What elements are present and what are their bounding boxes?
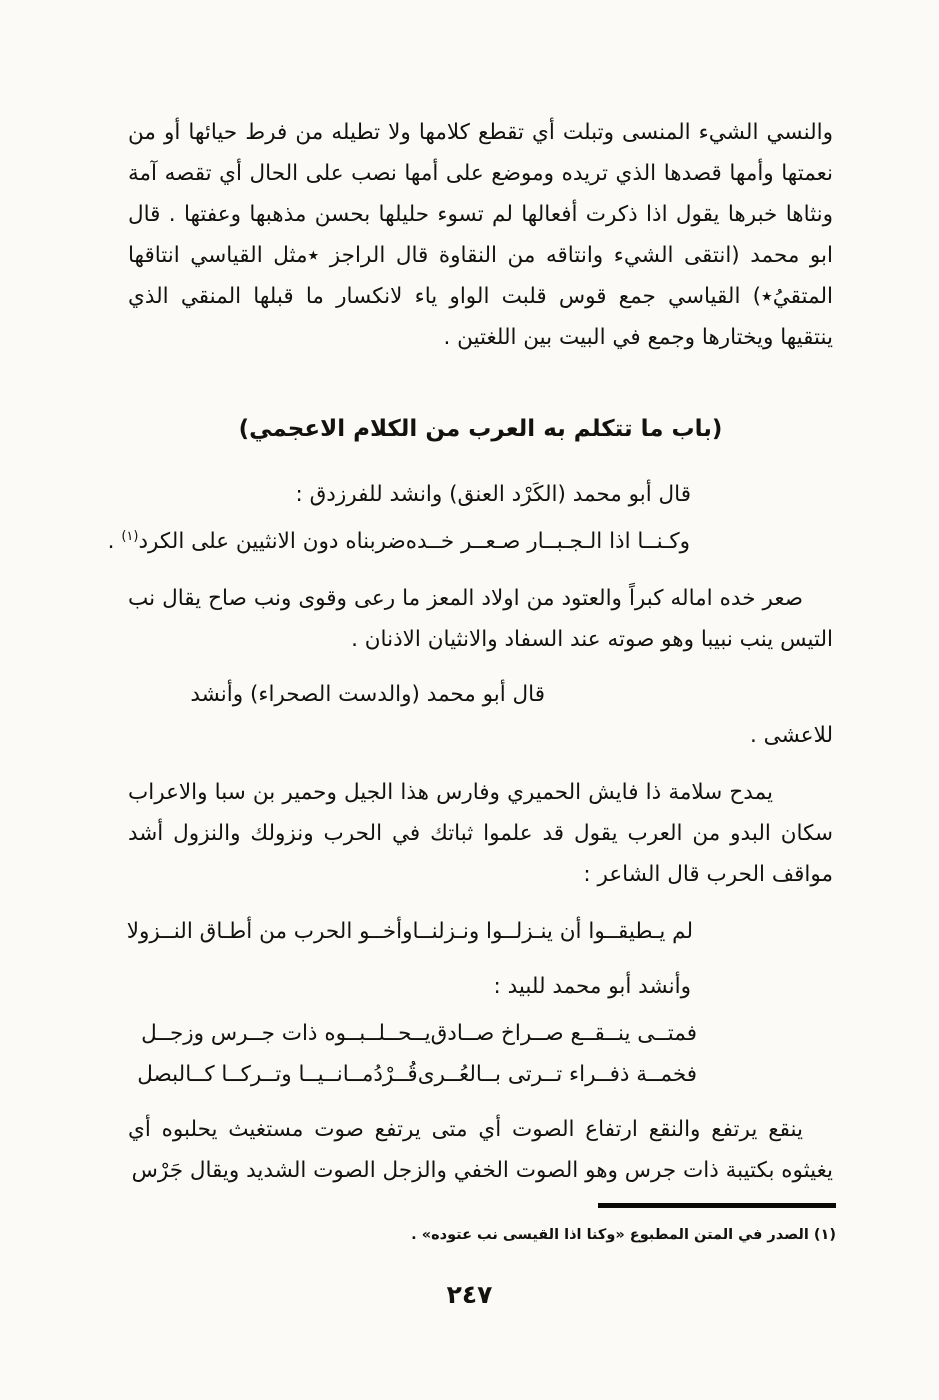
paragraph-commentary-4: ينقع يرتفع والنقع ارتفاع الصوت أي متى يرتفع صوت مستغيث يحلبوه أي يغيثوه بكتيبة ذات جرس وهو الصوت الخفي والزجل الصوت الشديد ويقال جَرْس (128, 1117, 833, 1183)
footnote-block (411, 1203, 836, 1246)
paragraph-commentary-3: يمدح سلامة ذا فايش الحميري وفارس هذا الجيل وحمير بن سبا والاعراب سكان البدو من العرب يقول قد علموا ثباتك في الحرب ونزولك والنزول أشد مواقف الحرب قال الشاعر : (128, 780, 833, 887)
paragraph-commentary-2: صعر خده اماله كبراً والعتود من اولاد المعز ما رعى وقوى ونب صاح يقال نب التيس ينب نبيبا وهو صوته عند السفاد والانثيان الاذنان . (128, 586, 833, 652)
hemistich-left (108, 521, 406, 562)
verse-war (126, 911, 693, 952)
hemistich-left: وأخــو الحرب من أطـاق النــزولا (126, 919, 413, 944)
footnote-marker: (١) (121, 528, 139, 544)
verse-labid-2 (137, 1054, 697, 1095)
verse-farazdaq (107, 521, 690, 562)
footnote-text: (١) الصدر في المتن المطبوع «وكنا اذا القيسى نب عتوده» . (411, 1227, 836, 1243)
hemistich-right: لم يـطيقــوا أن ينـزلــوا ونـزلنــا (412, 919, 693, 944)
paragraph-commentary-1: والنسي الشيء المنسى وتبلت أي تقطع كلامها ولا تطيله من فرط حيائها أو من نعمتها وأمها قصدها الذي تريده وموضع على أمها نصب على الحال أي تقصه آمة ونثاها خبرها يقول اذا ذكرت أفعالها لم تسوء حليلها بحسن مذهبها وعفتها . قال ابو محمد (انتقى الشيء وانتاقه من النقاوة قال الراجز ٭مثل القياسي انتاقها المتقيُ٭) القياسي جمع قوس قلبت الواو ياء لانكسار ما قبلها المنقي الذي ينتقيها ويختارها وجمع في البيت بين اللغتين . (128, 120, 833, 350)
line-intro-asha: قال أبو محمد (والدست الصحراء) وأنشد للاعشى . (190, 682, 833, 748)
page-number: ٢٤٧ (446, 1280, 493, 1309)
hemistich-left: يــحــلــبــوه ذات جــرس وزجــل (141, 1021, 431, 1046)
line-intro-farazdaq: قال أبو محمد (الكَرْد العنق) وانشد للفرزدق : (295, 482, 691, 507)
verse-labid-1 (141, 1013, 697, 1054)
hemistich-left-tail: . (107, 529, 122, 554)
line-intro-labid: وأنشد أبو محمد للبيد : (493, 974, 691, 999)
hemistich-left-text: ضربناه دون الانثيين على الكرد (138, 529, 406, 554)
hemistich-right: فمتــى ينــقــع صــراخ صــادق (430, 1021, 697, 1046)
hemistich-right: فخمــة ذفــراء تــرتى بــالعُــرى (417, 1062, 697, 1087)
hemistich-right: وكـنــا اذا الـجـبــار صـعــر خــده (405, 529, 690, 554)
chapter-heading: (باب ما تتكلم به العرب من الكلام الاعجمي) (238, 416, 723, 442)
hemistich-left: قُــرْدُمــانــيــا وتــركــا كــالبصل (137, 1062, 418, 1087)
footnote-separator-rule (598, 1203, 836, 1208)
